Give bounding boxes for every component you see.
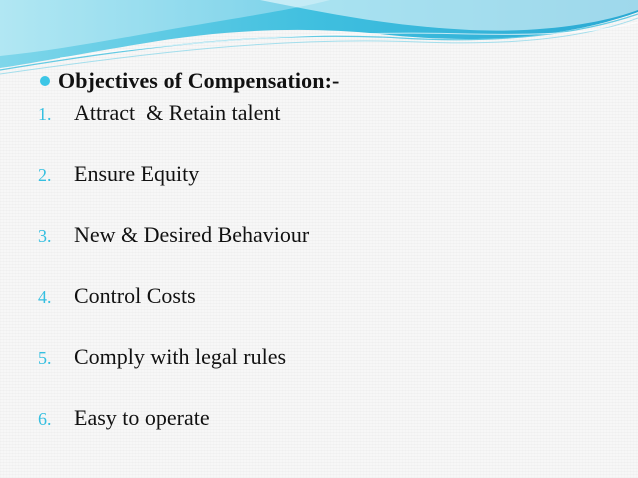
list-item-number: 6. <box>38 409 52 429</box>
list-item <box>38 344 286 370</box>
list-item-number: 5. <box>38 348 52 368</box>
list-item-number: 2. <box>38 165 52 185</box>
slide-heading <box>40 68 339 94</box>
list-item-text: New & Desired Behaviour <box>74 222 310 247</box>
list-item <box>38 161 199 187</box>
bullet-icon <box>40 76 50 86</box>
list-item-number: 1. <box>38 104 52 124</box>
list-item <box>38 283 196 309</box>
list-item <box>38 222 309 248</box>
list-item-text: Control Costs <box>74 283 196 308</box>
list-item-number: 3. <box>38 226 52 246</box>
list-item-text: Easy to operate <box>74 405 210 430</box>
list-item-number: 4. <box>38 287 52 307</box>
list-item <box>38 405 210 431</box>
list-item-text: Attract & Retain talent <box>74 100 281 125</box>
list-item-text: Ensure Equity <box>74 161 200 186</box>
heading-text: Objectives of Compensation:- <box>58 68 340 93</box>
list-item-text: Comply with legal rules <box>74 344 287 369</box>
list-item <box>38 100 281 126</box>
